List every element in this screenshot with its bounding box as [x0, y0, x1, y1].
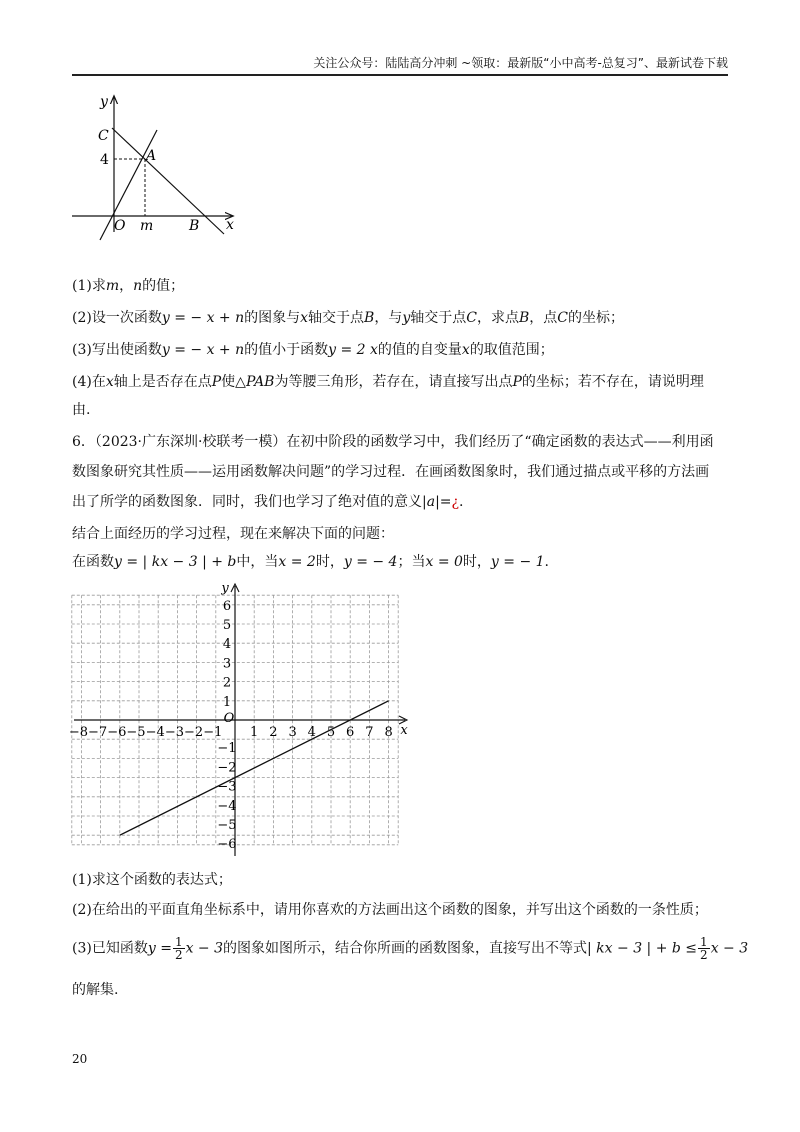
y-tick-label: 3 [222, 656, 232, 672]
page-header: 关注公众号：陆陆高分冲刺 ~领取：最新版“小中高考-总复习”、最新试卷下载 [72, 56, 728, 76]
x-tick-label: 5 [326, 725, 336, 740]
fig1-4-label: 4 [100, 152, 109, 168]
x-tick-label: 6 [346, 725, 355, 740]
q6-sub3-cont: 的解集. [72, 982, 119, 998]
x-tick-label: 1 [250, 725, 259, 740]
x-tick-label: −5 [126, 725, 146, 740]
x-tick-label: 7 [365, 725, 374, 740]
q6-line5: 在函数y = | kx − 3 | + b中，当x = 2时，y = − 4；当x = 0时，y = − 1. [72, 554, 549, 570]
q5-part2: (2)设一次函数y = − x + n的图象与x轴交于点B，与y轴交于点C，求点B，点C的坐标； [72, 310, 624, 326]
fraction-half: $\frac{1}{2}$ [174, 935, 183, 962]
fig1-m-label: m [140, 218, 154, 234]
line-y-neg-x-n [112, 128, 224, 234]
fig1-B-label: B [189, 218, 200, 234]
q6-intro-line3: 出了所学的函数图象．同时，我们也学习了绝对值的意义|a|=¿. [72, 494, 464, 510]
q5-part3: (3)写出使函数y = − x + n的值小于函数y = 2 x的值的自变量x的取值范围； [72, 342, 554, 358]
x-tick-label: −4 [145, 725, 165, 740]
origin-label: O [223, 711, 235, 726]
y-tick-label: −4 [217, 798, 237, 814]
grid-x-label: x [400, 723, 408, 738]
q6-line4: 结合上面经历的学习过程，现在来解决下面的问题： [72, 526, 394, 542]
x-tick-label: −3 [164, 725, 184, 740]
q5-part1: (1)求m，n的值； [72, 278, 185, 294]
x-tick-label: −6 [107, 725, 127, 740]
fig1-C-label: C [98, 128, 109, 144]
x-tick-label: −7 [88, 725, 108, 740]
fig1-A-label: A [146, 148, 157, 164]
y-tick-label: 6 [222, 598, 232, 614]
grid-y-label: y [221, 581, 229, 596]
fig1-O-label: O [114, 218, 126, 234]
x-tick-label: 2 [269, 725, 278, 740]
q5-part4-cont: 由. [72, 402, 91, 418]
x-tick-label: 8 [384, 725, 393, 740]
q6-intro-line1: 6．（2023·广东深圳·校联考一模）在初中阶段的函数学习中，我们经历了“确定函数的表达式——利用函 [72, 434, 714, 450]
q6-sub2: (2)在给出的平面直角坐标系中，请用你喜欢的方法画出这个函数的图象，并写出这个函数的一条性质； [72, 902, 708, 918]
y-tick-label: −1 [217, 741, 237, 757]
fraction-half-2: $\frac{1}{2}$ [700, 935, 708, 962]
page-number: 20 [72, 1052, 88, 1066]
x-tick-label: −2 [184, 725, 204, 740]
q5-part4: (4)在x轴上是否存在点P使△PAB为等腰三角形，若存在，请直接写出点P的坐标；若不存在，请说明理 [72, 374, 704, 390]
y-tick-label: −3 [217, 779, 237, 795]
y-tick-label: −6 [217, 837, 237, 853]
fig1-y-label: y [100, 94, 108, 110]
q6-sub1: (1)求这个函数的表达式； [72, 872, 232, 888]
y-tick-label: 2 [222, 675, 232, 691]
y-tick-label: 5 [222, 618, 232, 633]
figure-lines-intersection [72, 92, 242, 242]
y-tick-label: 4 [222, 637, 232, 653]
y-tick-label: −2 [217, 760, 237, 776]
q6-sub3: (3)已知函数y = $\frac{1}{2}$ x − 3的图象如图所示，结合你所画的函数图象，直接写出不等式| kx − 3 | + b ≤ $\frac{1}{2}$ x − 3 [72, 935, 749, 962]
y-tick-label: 1 [222, 694, 232, 710]
y-tick-label: −5 [217, 818, 237, 833]
x-tick-label: −8 [68, 725, 88, 740]
x-tick-label: −1 [203, 725, 223, 740]
x-tick-label: 3 [288, 725, 297, 740]
q6-intro-line2: 数图象研究其性质——运用函数解决问题”的学习过程．在画函数图象时，我们通过描点或平移的方法画 [72, 464, 710, 480]
coordinate-grid [68, 580, 417, 858]
x-tick-label: 4 [307, 725, 316, 740]
fig1-x-label: x [226, 217, 234, 233]
